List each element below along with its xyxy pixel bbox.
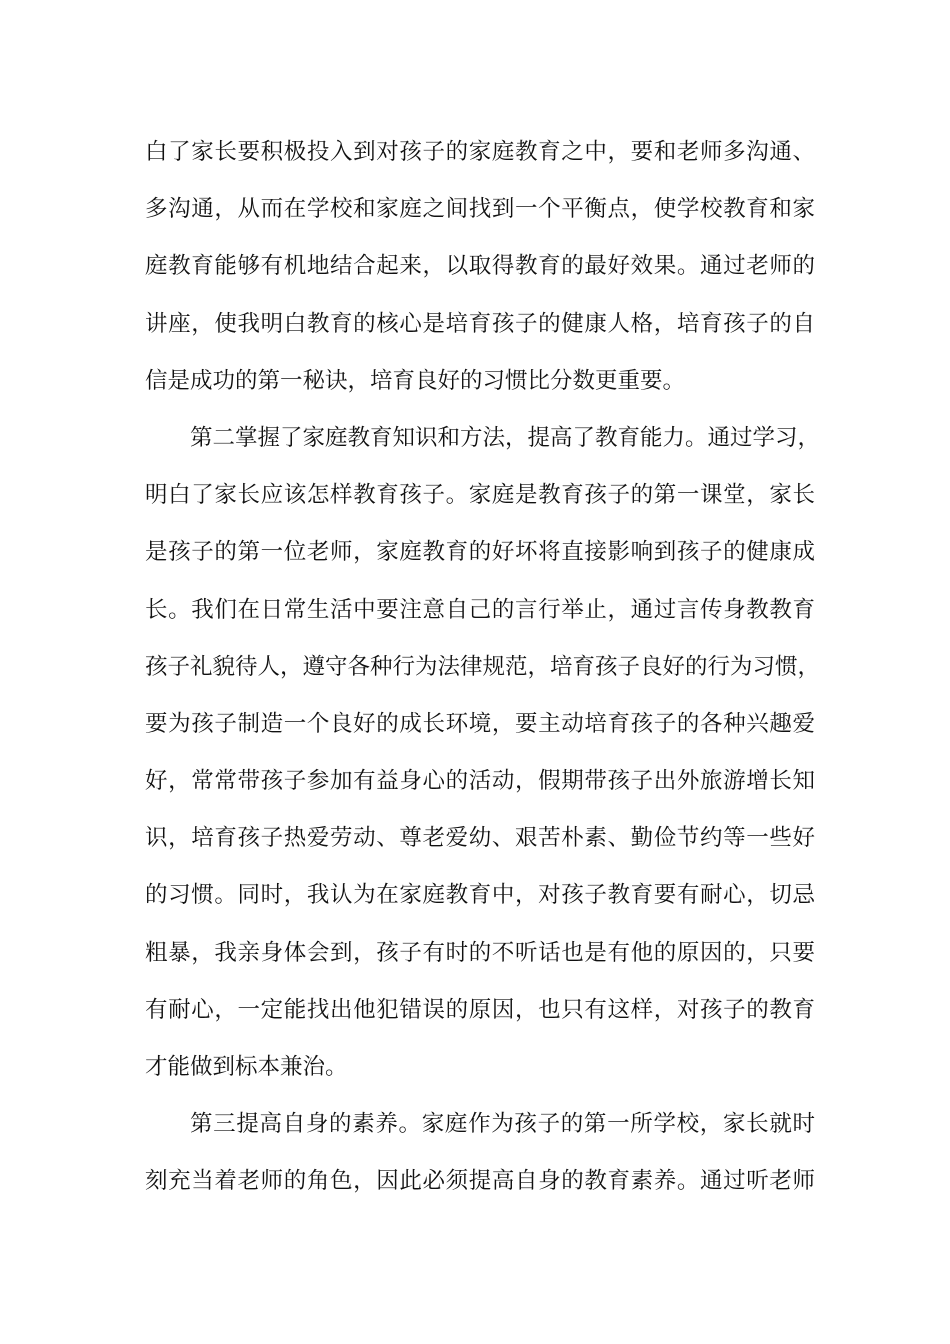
text-line: 长。我们在日常生活中要注意自己的言行举止，通过言传身教教育 [145, 596, 815, 623]
text-line: 讲座，使我明白教育的核心是培育孩子的健康人格，培育孩子的自 [145, 310, 815, 337]
text-line: 信是成功的第一秘诀，培育良好的习惯比分数更重要。 [145, 367, 686, 394]
text-line: 刻充当着老师的角色，因此必须提高自身的教育素养。通过听老师 [145, 1168, 815, 1195]
text-line: 好，常常带孩子参加有益身心的活动，假期带孩子出外旅游增长知 [145, 768, 815, 795]
text-line: 有耐心，一定能找出他犯错误的原因，也只有这样，对孩子的教育 [145, 996, 815, 1023]
text-line: 孩子礼貌待人，遵守各种行为法律规范，培育孩子良好的行为习惯， [145, 653, 821, 680]
text-line: 的习惯。同时，我认为在家庭教育中，对孩子教育要有耐心，切忌 [145, 882, 815, 909]
text-line: 要为孩子制造一个良好的成长环境，要主动培育孩子的各种兴趣爱 [145, 710, 815, 737]
text-line: 明白了家长应该怎样教育孩子。家庭是教育孩子的第一课堂，家长 [145, 482, 815, 509]
text-line: 识，培育孩子热爱劳动、尊老爱幼、艰苦朴素、勤俭节约等一些好 [145, 825, 815, 852]
text-line: 才能做到标本兼治。 [145, 1054, 348, 1080]
text-line-paragraph-start: 第三提高自身的素养。家庭作为孩子的第一所学校，家长就时 [190, 1111, 815, 1138]
text-line: 庭教育能够有机地结合起来，以取得教育的最好效果。通过老师的 [145, 253, 815, 280]
text-line-paragraph-start: 第二掌握了家庭教育知识和方法，提高了教育能力。通过学习， [190, 424, 821, 451]
text-line: 粗暴，我亲身体会到，孩子有时的不听话也是有他的原因的，只要 [145, 939, 815, 966]
text-line: 多沟通，从而在学校和家庭之间找到一个平衡点，使学校教育和家 [145, 196, 815, 223]
body-text [145, 124, 821, 1211]
text-line: 白了家长要积极投入到对孩子的家庭教育之中，要和老师多沟通、 [145, 139, 815, 165]
text-line: 是孩子的第一位老师，家庭教育的好坏将直接影响到孩子的健康成 [145, 539, 815, 566]
